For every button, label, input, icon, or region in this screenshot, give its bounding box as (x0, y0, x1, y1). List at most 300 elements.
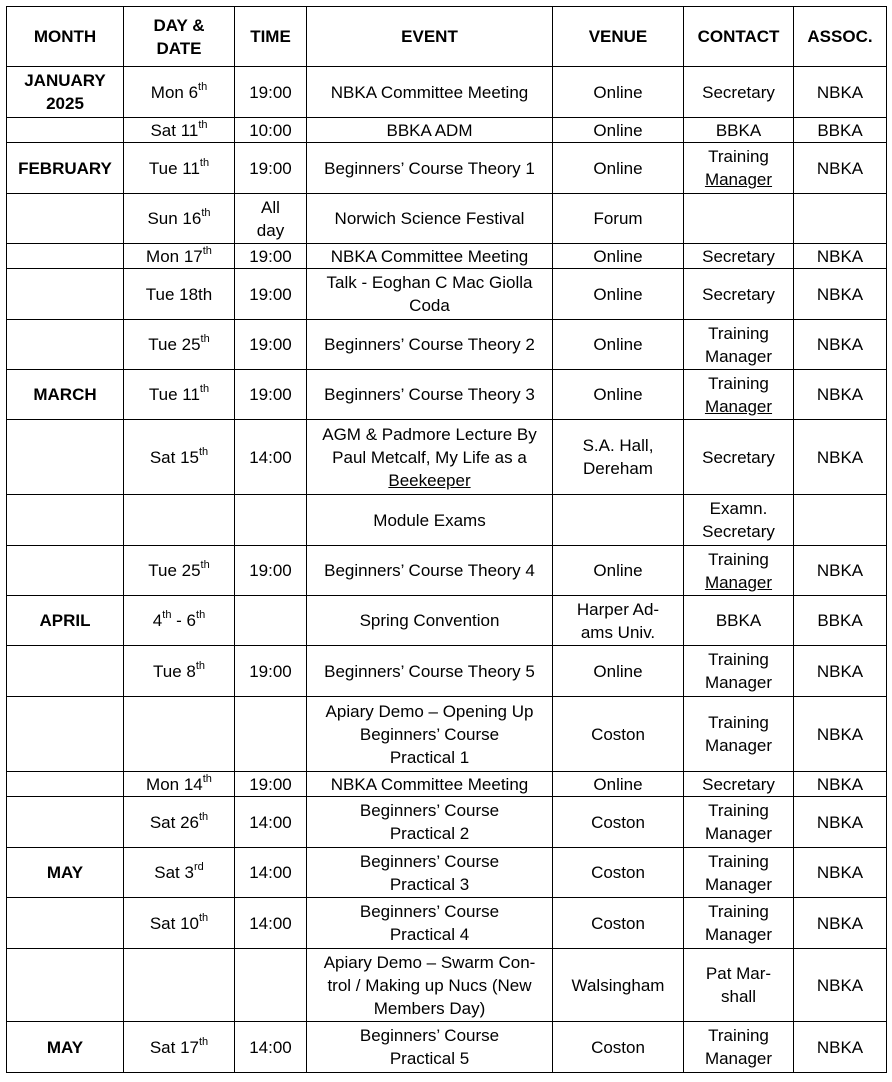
event-cell (307, 269, 553, 320)
event-text: BBKA ADM (386, 120, 473, 140)
table-row (7, 269, 887, 320)
assoc-text: NBKA (816, 385, 864, 404)
time-cell (235, 194, 307, 244)
venue-cell (553, 898, 684, 949)
contact-cell (684, 194, 794, 244)
event-line: Beginners’ Course (359, 851, 500, 871)
venue-cell (553, 546, 684, 596)
day-suffix: th (162, 609, 172, 622)
assoc-text: NBKA (816, 82, 864, 102)
time-cell (235, 848, 307, 898)
contact-cell (684, 697, 794, 772)
time-text: 14:00 (249, 447, 292, 467)
contact-line: shall (721, 987, 756, 1006)
day-text: Sat 17 (149, 1037, 199, 1057)
venue-text: Coston (591, 863, 645, 882)
assoc-text: NBKA (816, 1037, 864, 1057)
table-row (7, 67, 887, 118)
event-line: Beginners’ Course (359, 801, 500, 820)
time-line: All (261, 197, 280, 217)
day-text: Sat 11 (150, 120, 199, 140)
day-text: Sat 3 (154, 863, 194, 882)
table-row (7, 697, 887, 772)
contact-line: Pat Mar- (705, 964, 772, 983)
assoc-text: NBKA (816, 284, 864, 304)
assoc-text: NBKA (816, 812, 864, 832)
day-suffix: rd (193, 861, 204, 874)
day-date-cell (124, 898, 235, 949)
venue-cell (553, 1022, 684, 1073)
header-month: MONTH (7, 7, 124, 67)
header-row (7, 7, 887, 67)
time-cell (235, 244, 307, 269)
time-cell (235, 1022, 307, 1073)
event-text: Spring Convention (359, 611, 500, 630)
event-text: Norwich Science Festival (334, 209, 525, 228)
day-suffix: th (195, 659, 206, 672)
time-text: 19:00 (249, 561, 292, 580)
month-cell (7, 949, 124, 1022)
contact-line: Training (708, 147, 769, 166)
table-row (7, 1022, 887, 1073)
day-date-cell (124, 646, 235, 697)
day-suffix: th (196, 609, 206, 622)
day-text: Sat 10 (149, 913, 199, 933)
venue-text: Online (593, 284, 643, 304)
contact-line: Training (708, 801, 769, 820)
month-line: MAY (46, 863, 84, 882)
event-text: NBKA Committee Meeting (330, 246, 529, 266)
contact-line: Manager (704, 824, 773, 843)
assoc-text: NBKA (816, 774, 864, 794)
day-suffix: th (198, 1035, 209, 1048)
contact-line: Manager (704, 572, 773, 592)
time-text: 14:00 (249, 812, 292, 832)
event-cell (307, 370, 553, 420)
month-line: JANUARY (24, 71, 106, 90)
contact-line: Examn. (709, 499, 768, 518)
assoc-cell (794, 495, 887, 546)
contact-cell (684, 949, 794, 1022)
table-row (7, 772, 887, 797)
day-suffix: th (198, 80, 208, 93)
month-cell (7, 596, 124, 646)
contact-cell (684, 67, 794, 118)
time-cell (235, 118, 307, 143)
event-text: Beginners’ Course Theory 5 (324, 661, 535, 681)
day-date-cell (124, 143, 235, 194)
assoc-text: NBKA (816, 158, 864, 178)
event-text: Module Exams (373, 510, 486, 530)
venue-text: Online (593, 385, 643, 404)
assoc-cell (794, 646, 887, 697)
contact-cell (684, 1022, 794, 1073)
event-line: Beekeeper (388, 470, 471, 490)
month-cell (7, 898, 124, 949)
assoc-cell (794, 546, 887, 596)
event-line: Beginners’ Course (359, 1026, 500, 1045)
venue-cell (553, 495, 684, 546)
month-cell (7, 420, 124, 495)
day-date-cell (124, 420, 235, 495)
assoc-cell (794, 194, 887, 244)
venue-text: Online (593, 246, 643, 266)
event-cell (307, 118, 553, 143)
assoc-text: NBKA (816, 724, 864, 744)
contact-line: Training (708, 1026, 769, 1045)
venue-line: Dereham (583, 459, 653, 478)
day-date-cell (124, 370, 235, 420)
contact-text: BBKA (715, 611, 762, 630)
day-suffix: th (200, 333, 210, 346)
month-cell (7, 546, 124, 596)
venue-text: Online (593, 661, 643, 681)
contact-cell (684, 118, 794, 143)
venue-cell (553, 772, 684, 797)
contact-line: Manager (704, 673, 773, 692)
time-cell (235, 797, 307, 848)
header-assoc: ASSOC. (794, 7, 887, 67)
venue-text: Online (593, 561, 643, 580)
day-text: Tue 18th (145, 284, 213, 304)
day-text: Tue 25 (148, 335, 201, 354)
event-text: Beginners’ Course Theory 2 (324, 335, 535, 354)
table-row (7, 898, 887, 949)
month-cell (7, 772, 124, 797)
day-suffix: th (200, 559, 210, 572)
time-line: day (256, 220, 285, 240)
time-text: 14:00 (249, 1037, 292, 1057)
day-suffix: th (198, 118, 208, 131)
contact-cell (684, 772, 794, 797)
day-text: Tue 25 (148, 561, 201, 580)
header-event: EVENT (307, 7, 553, 67)
time-cell (235, 370, 307, 420)
assoc-cell (794, 772, 887, 797)
event-line: Beginners’ Course (359, 724, 500, 744)
table-row (7, 848, 887, 898)
event-text: NBKA Committee Meeting (330, 774, 529, 794)
contact-cell (684, 143, 794, 194)
contact-text: Secretary (702, 246, 775, 266)
assoc-text: NBKA (816, 975, 864, 995)
day-date-cell (124, 320, 235, 370)
assoc-cell (794, 320, 887, 370)
venue-text: Coston (591, 724, 645, 744)
day-suffix: th (199, 156, 210, 169)
event-line: trol / Making up Nucs (New (327, 975, 532, 995)
contact-line: Manager (704, 170, 773, 189)
event-cell (307, 320, 553, 370)
time-cell (235, 546, 307, 596)
day-date-cell (124, 949, 235, 1022)
event-text: Beginners’ Course Theory 3 (324, 385, 535, 404)
event-cell (307, 244, 553, 269)
assoc-text: NBKA (816, 246, 864, 266)
time-text: 19:00 (249, 774, 292, 794)
table-row (7, 143, 887, 194)
event-text: NBKA Committee Meeting (330, 82, 529, 102)
event-cell (307, 194, 553, 244)
month-cell (7, 848, 124, 898)
time-text: 19:00 (249, 335, 292, 354)
month-line: MARCH (33, 385, 97, 404)
event-line: Members Day) (373, 998, 486, 1018)
event-line: Practical 4 (389, 925, 470, 944)
time-cell (235, 772, 307, 797)
venue-text: Walsingham (571, 975, 665, 995)
month-cell (7, 67, 124, 118)
day-range-end: - 6 (171, 611, 197, 630)
event-text: Beginners’ Course Theory 4 (324, 561, 535, 580)
contact-text: Secretary (702, 774, 775, 794)
event-cell (307, 143, 553, 194)
month-line: 2025 (46, 94, 84, 113)
venue-text: Online (593, 82, 643, 102)
event-cell (307, 772, 553, 797)
assoc-cell (794, 118, 887, 143)
venue-cell (553, 194, 684, 244)
event-line: Apiary Demo – Opening Up (325, 701, 534, 721)
contact-line: Training (708, 549, 769, 569)
day-suffix: th (198, 445, 209, 458)
assoc-text: NBKA (816, 661, 864, 681)
day-date-cell (124, 118, 235, 143)
assoc-cell (794, 949, 887, 1022)
table-row (7, 495, 887, 546)
header-day-date-line1: DAY & (153, 15, 205, 35)
venue-cell (553, 596, 684, 646)
assoc-cell (794, 269, 887, 320)
assoc-cell (794, 67, 887, 118)
contact-line: Secretary (702, 522, 775, 541)
table-row (7, 194, 887, 244)
contact-cell (684, 269, 794, 320)
month-cell (7, 269, 124, 320)
header-day-date-line2: DATE (156, 38, 202, 58)
day-date-cell (124, 772, 235, 797)
venue-cell (553, 420, 684, 495)
month-line: APRIL (39, 611, 91, 630)
contact-line: Training (708, 713, 769, 732)
table-row (7, 244, 887, 269)
venue-cell (553, 949, 684, 1022)
event-cell (307, 697, 553, 772)
venue-line: S.A. Hall, (582, 436, 654, 455)
event-cell (307, 1022, 553, 1073)
day-date-cell (124, 495, 235, 546)
event-cell (307, 67, 553, 118)
time-cell (235, 646, 307, 697)
assoc-text: NBKA (816, 561, 864, 580)
day-date-cell (124, 697, 235, 772)
venue-cell (553, 646, 684, 697)
event-cell (307, 898, 553, 949)
header-contact: CONTACT (684, 7, 794, 67)
contact-cell (684, 797, 794, 848)
table-row (7, 118, 887, 143)
event-line: Practical 5 (389, 1049, 470, 1068)
contact-cell (684, 546, 794, 596)
table-row (7, 596, 887, 646)
time-cell (235, 420, 307, 495)
time-cell (235, 67, 307, 118)
month-cell (7, 495, 124, 546)
contact-text: Secretary (702, 82, 775, 102)
venue-text: Forum (593, 209, 643, 228)
day-suffix: th (201, 207, 211, 220)
time-text: 19:00 (249, 158, 292, 178)
day-text: Sat 15 (149, 447, 199, 467)
event-line: Apiary Demo – Swarm Con- (323, 952, 536, 972)
contact-line: Training (708, 650, 769, 669)
venue-text: Online (593, 158, 643, 178)
assoc-text: NBKA (816, 863, 864, 882)
venue-text: Online (593, 120, 643, 140)
assoc-cell (794, 370, 887, 420)
venue-text: Coston (591, 1037, 645, 1057)
table-row (7, 420, 887, 495)
time-text: 19:00 (249, 82, 292, 102)
contact-cell (684, 320, 794, 370)
month-cell (7, 797, 124, 848)
venue-cell (553, 244, 684, 269)
table-row (7, 320, 887, 370)
time-text: 19:00 (249, 246, 292, 266)
venue-cell (553, 320, 684, 370)
contact-line: Training (708, 373, 769, 393)
time-cell (235, 898, 307, 949)
month-line: MAY (46, 1037, 84, 1057)
event-line: Talk - Eoghan C Mac Giolla (326, 273, 533, 292)
time-cell (235, 269, 307, 320)
assoc-cell (794, 848, 887, 898)
event-cell (307, 949, 553, 1022)
month-cell (7, 244, 124, 269)
contact-line: Manager (704, 874, 773, 894)
table-row (7, 646, 887, 697)
day-text: Mon 6 (150, 82, 199, 102)
month-cell (7, 194, 124, 244)
day-text: Tue 11 (148, 158, 200, 178)
time-cell (235, 697, 307, 772)
day-date-cell (124, 67, 235, 118)
assoc-cell (794, 596, 887, 646)
venue-text: Coston (591, 913, 645, 933)
assoc-cell (794, 898, 887, 949)
time-text: 14:00 (249, 913, 292, 933)
event-cell (307, 495, 553, 546)
venue-cell (553, 118, 684, 143)
event-line: Paul Metcalf, My Life as a (332, 447, 527, 467)
contact-line: Manager (704, 925, 773, 944)
day-date-cell (124, 1022, 235, 1073)
contact-cell (684, 646, 794, 697)
time-text: 19:00 (249, 385, 292, 404)
day-suffix: th (202, 244, 212, 257)
month-cell (7, 143, 124, 194)
day-date-cell (124, 546, 235, 596)
contact-line: Training (708, 323, 769, 343)
assoc-cell (794, 1022, 887, 1073)
contact-cell (684, 495, 794, 546)
assoc-cell (794, 797, 887, 848)
time-cell (235, 495, 307, 546)
contact-cell (684, 596, 794, 646)
venue-cell (553, 269, 684, 320)
contact-line: Manager (704, 736, 773, 755)
contact-cell (684, 244, 794, 269)
event-line: Beginners’ Course (359, 902, 500, 921)
venue-cell (553, 797, 684, 848)
month-cell (7, 646, 124, 697)
venue-cell (553, 370, 684, 420)
table-row (7, 546, 887, 596)
table-row (7, 370, 887, 420)
day-text: Sat 26 (149, 812, 199, 832)
contact-cell (684, 370, 794, 420)
contact-line: Manager (704, 396, 773, 416)
time-text: 10:00 (249, 120, 292, 140)
time-text: 19:00 (249, 661, 292, 681)
day-suffix: th (202, 772, 212, 785)
venue-text: Coston (591, 812, 645, 832)
event-cell (307, 646, 553, 697)
day-suffix: th (198, 810, 209, 823)
contact-line: Training (708, 851, 769, 871)
day-text: Tue 8 (152, 661, 196, 681)
day-suffix: th (199, 383, 210, 396)
month-cell (7, 320, 124, 370)
day-date-cell (124, 194, 235, 244)
venue-text: Online (593, 774, 643, 794)
month-cell (7, 370, 124, 420)
month-line: FEBRUARY (18, 158, 112, 178)
time-cell (235, 949, 307, 1022)
event-cell (307, 420, 553, 495)
contact-cell (684, 420, 794, 495)
venue-cell (553, 848, 684, 898)
venue-line: Harper Ad- (576, 599, 660, 619)
event-text: Beginners’ Course Theory 1 (324, 158, 535, 178)
assoc-cell (794, 420, 887, 495)
assoc-text: BBKA (817, 120, 863, 140)
assoc-cell (794, 143, 887, 194)
assoc-text: NBKA (816, 913, 864, 933)
event-line: AGM & Padmore Lecture By (322, 424, 537, 444)
event-line: Practical 2 (389, 824, 470, 843)
day-date-cell (124, 269, 235, 320)
event-line: Practical 3 (389, 874, 470, 894)
table-row (7, 949, 887, 1022)
time-cell (235, 143, 307, 194)
event-cell (307, 848, 553, 898)
day-text: Sun 16 (147, 209, 202, 228)
day-date-cell (124, 596, 235, 646)
event-cell (307, 596, 553, 646)
event-line: Coda (409, 296, 450, 315)
header-time: TIME (235, 7, 307, 67)
time-text: 19:00 (249, 284, 292, 304)
assoc-text: BBKA (817, 611, 863, 630)
day-text: Mon 17 (146, 246, 203, 266)
assoc-cell (794, 697, 887, 772)
header-venue: VENUE (553, 7, 684, 67)
assoc-text: NBKA (816, 335, 864, 354)
event-cell (307, 546, 553, 596)
assoc-text: NBKA (816, 447, 864, 467)
day-text: Tue 11 (148, 385, 200, 404)
